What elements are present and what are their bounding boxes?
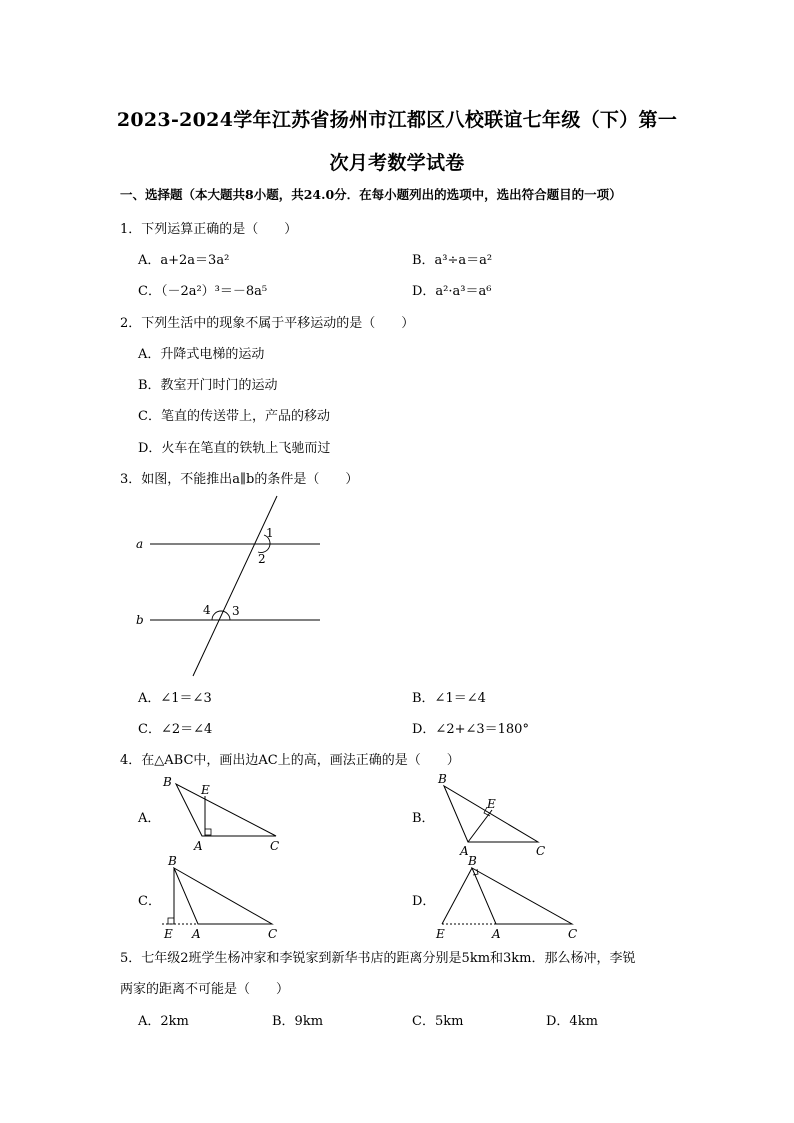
q2-option-c: C．笔直的传送带上，产品的移动 [138,409,330,424]
q4-figure-b [432,770,562,858]
q1-option-a: A．a+2a＝3a² [138,253,230,268]
q1-option-c: C．（－2a²）³＝－8a⁵ [138,284,268,299]
q5-option-b: B．9km [272,1014,324,1029]
q3-option-d: D．∠2+∠3＝180° [412,722,529,737]
svg-text:C: C [536,844,546,858]
page-title-line1: 2023-2024学年江苏省扬州市江都区八校联谊七年级（下）第一 [116,109,678,131]
section-heading: 一、选择题（本大题共8小题，共24.0分．在每小题列出的选项中，选出符合题目的一项） [120,187,622,202]
transversal [193,496,277,676]
q1-option-b: B．a³÷a＝a² [412,253,493,268]
question-1-stem: 1．下列运算正确的是（ ） [120,222,298,237]
svg-text:A: A [492,927,501,941]
q5-option-a: A．2km [138,1014,189,1029]
svg-text:E: E [487,797,496,811]
svg-text:C: C [568,927,578,941]
q4-option-c: C． [138,894,161,909]
label-3: 3 [232,604,240,618]
svg-text:E: E [201,783,210,797]
q4-figure-c [158,852,288,942]
question-5-stem-line1: 5．七年级2班学生杨冲家和李锐家到新华书店的距离分别是5km和3km．那么杨冲，李锐 [120,951,636,966]
q3-option-b: B．∠1＝∠4 [412,691,486,706]
q5-option-d: D．4km [546,1014,598,1029]
label-4: 4 [203,603,211,617]
q4-option-d: D． [412,894,436,909]
q3-option-a: A．∠1＝∠3 [138,691,212,706]
question-4-stem: 4．在△ABC中，画出边AC上的高，画法正确的是（ ） [120,753,460,768]
svg-text:A: A [460,844,469,858]
label-a: a [136,537,144,551]
q2-option-b: B．教室开门时门的运动 [138,378,278,393]
parallel-lines-figure [130,490,340,685]
question-5-stem-line2: 两家的距离不可能是（ ） [120,982,290,997]
q1-option-d: D．a²·a³＝a⁶ [412,284,492,299]
q2-option-d: D．火车在笔直的铁轨上飞驰而过 [138,441,331,456]
svg-text:B: B [438,772,447,786]
question-3-stem: 3．如图，不能推出a∥b的条件是（ ） [120,472,359,487]
q4-figure-d [432,852,582,942]
svg-text:E: E [436,927,445,941]
q5-option-c: C．5km [412,1014,464,1029]
svg-text:A: A [194,839,203,853]
label-1: 1 [266,526,274,540]
q4-option-b: B． [412,811,435,826]
q2-option-a: A．升降式电梯的运动 [138,347,265,362]
svg-text:C: C [270,839,280,853]
svg-text:B: B [468,854,477,868]
q3-option-c: C．∠2＝∠4 [138,722,213,737]
q4-option-a: A． [138,811,161,826]
svg-text:C: C [268,927,278,941]
page-title-line2: 次月考数学试卷 [329,152,465,174]
svg-text:E: E [164,927,173,941]
label-2: 2 [258,552,266,566]
label-b: b [136,613,144,627]
svg-text:B: B [168,854,177,868]
q4-figure-a [160,772,290,854]
svg-text:B: B [163,775,172,789]
svg-text:A: A [192,927,201,941]
question-2-stem: 2．下列生活中的现象不属于平移运动的是（ ） [120,316,415,331]
